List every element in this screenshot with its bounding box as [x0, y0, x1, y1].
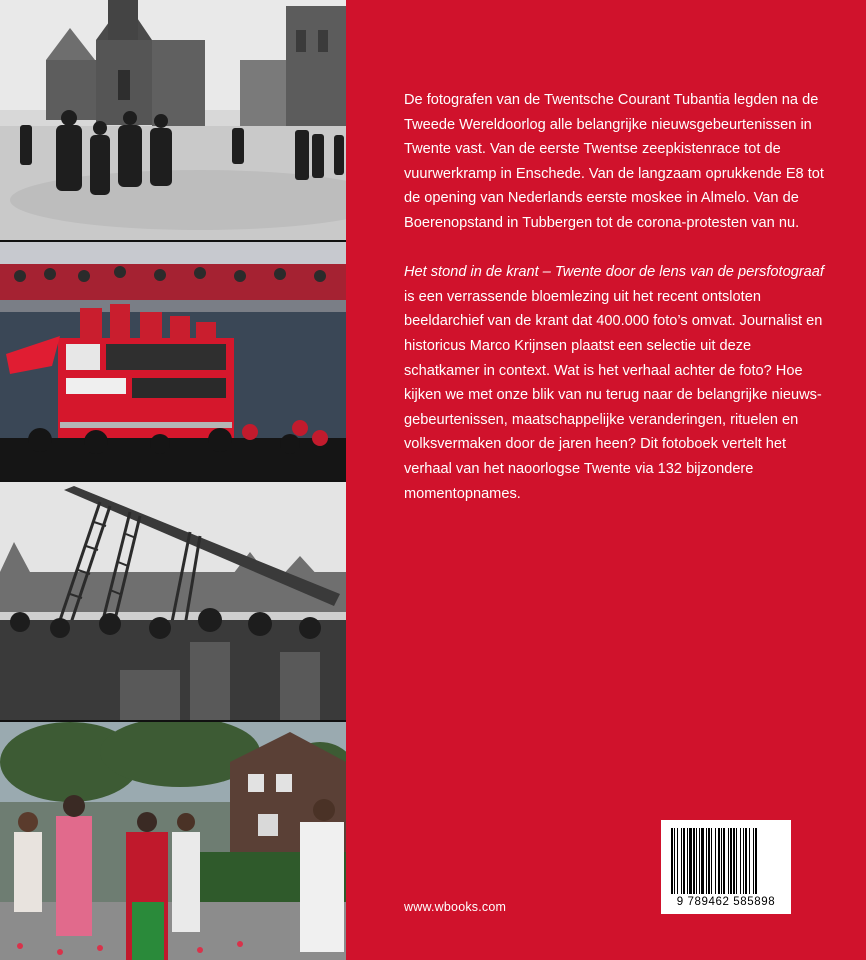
book-title: Het stond in de krant – Twente door de lens van de persfotograaf [404, 264, 824, 281]
barcode-bar [730, 828, 732, 894]
description-body: is een verrassende bloemlezing uit het recent ontsloten beeldarchief van de krant dat 400.000 foto’s omvat. Journalist en historicus Marco Krijnsen plaatst een selectie uit deze schatkamer in context. Wat is het verhaal achter de foto? Hoe kijken we met onze blik van nu terug naar de belangrijke nieuws-gebeurtenissen, maatschappelijke veranderingen, rituelen en volksvermaken door de jaren heen? Dit fotoboek vertelt het verhaal van het naoorlogse Twente via 132 bijzondere momentopnames. [404, 288, 823, 502]
barcode-bar [674, 828, 675, 894]
barcode-bar [753, 828, 754, 894]
barcode-bar [733, 828, 735, 894]
barcode-bar [708, 828, 710, 894]
barcode-bar [745, 828, 747, 894]
barcode-bar [721, 828, 722, 894]
photo-street-scene [0, 722, 346, 960]
barcode-bar [723, 828, 725, 894]
barcode-bar [681, 828, 682, 894]
barcode-bar [706, 828, 707, 894]
barcode-bar [718, 828, 720, 894]
barcode-bar [736, 828, 737, 894]
barcode-bar [696, 828, 697, 894]
intro-paragraph: De fotografen van de Twentsche Courant Tubantia legden na de Tweede Wereldoorlog alle belangrijke nieuwsgebeurtenissen in Twente vast. Van de eerste Twentse zeepkistenrace tot de vuurwerkramp in Enschede. Van de langzaam oprukkende E8 tot de opening van Nederlands eerste moskee in Almelo. Van de Boerenopstand in Tubbergen tot de corona-protesten van nu. [404, 92, 824, 231]
isbn-barcode [661, 820, 791, 914]
back-cover-text [404, 88, 824, 506]
barcode-bar [687, 828, 688, 894]
photo-ice-skating [0, 0, 346, 240]
barcode-bar [755, 828, 757, 894]
barcode-bar [749, 828, 750, 894]
barcode-bar [728, 828, 729, 894]
barcode-bar [701, 828, 704, 894]
barcode-bar [699, 828, 700, 894]
publisher-website: www.wbooks.com [404, 900, 507, 914]
isbn-digits: 9 789462 585898 [676, 896, 776, 908]
barcode-bar [743, 828, 744, 894]
photo-red-bus-celebration [0, 242, 346, 480]
barcode-bar [740, 828, 741, 894]
barcode-bar [671, 828, 673, 894]
barcode-bar [689, 828, 692, 894]
photo-column [0, 0, 346, 960]
barcode-bar [711, 828, 712, 894]
barcode-bar [693, 828, 695, 894]
photo-raising-pole [0, 482, 346, 720]
barcode-bar [677, 828, 678, 894]
barcode-bar [715, 828, 716, 894]
barcode-bar [683, 828, 685, 894]
description-paragraph [404, 260, 824, 506]
